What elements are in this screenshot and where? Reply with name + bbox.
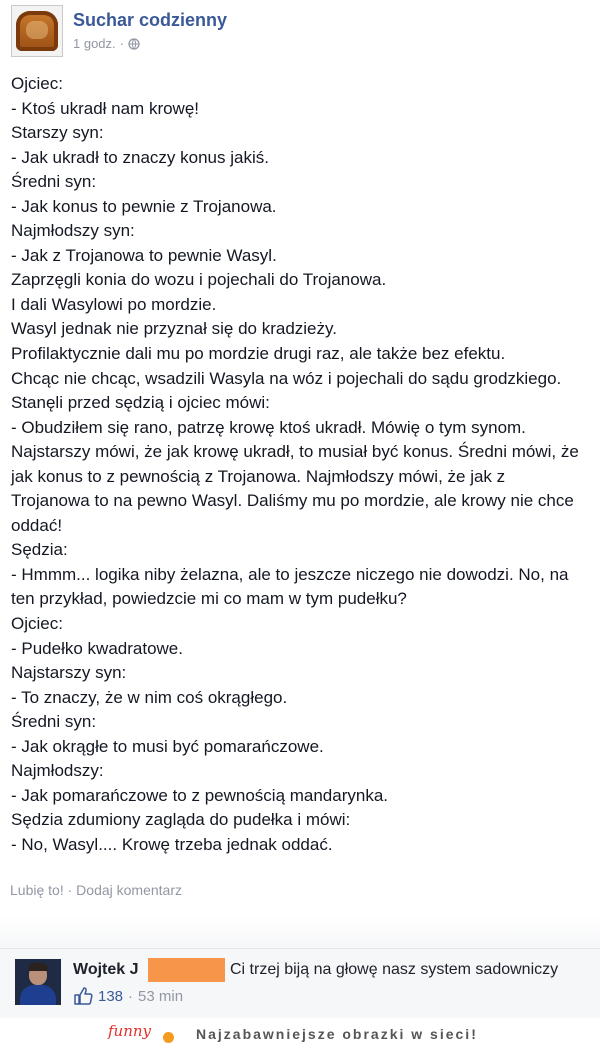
globe-icon <box>128 38 140 50</box>
post-actions <box>10 882 182 898</box>
post-line: - Jak ukradł to znaczy konus jakiś. <box>11 147 269 167</box>
thumbs-up-icon[interactable] <box>73 987 93 1005</box>
post-line: Najstarszy syn: <box>11 663 127 683</box>
post-line: - To znaczy, że w nim coś okrągłego. <box>11 687 288 707</box>
post-line: Starszy syn: <box>11 123 104 143</box>
post-line: - No, Wasyl.... Krowę trzeba jednak oddać. <box>11 834 333 854</box>
like-link[interactable]: Lubię to! <box>10 882 64 898</box>
post-line: Wasyl jednak nie przyznał się do kradzieży. <box>11 319 337 339</box>
post-line: Ojciec: <box>11 614 63 634</box>
comment <box>0 948 600 1019</box>
post-meta <box>73 36 140 51</box>
post-line: - Pudełko kwadratowe. <box>11 638 183 658</box>
post-line: Chcąc nie chcąc, wsadzili Wasyla na wóz i pojechali do sądu grodzkiego. <box>11 368 562 388</box>
toast-icon <box>16 11 58 51</box>
avatar-body <box>20 985 56 1005</box>
post-line: Średni syn: <box>11 712 97 732</box>
post-line: Ojciec: <box>11 74 63 93</box>
post-line: Sędzia zdumiony zagląda do pudełka i mówi: <box>11 810 351 830</box>
post-line: Sędzia: <box>11 540 68 560</box>
page-avatar[interactable] <box>11 5 63 57</box>
post-line: Profilaktycznie dali mu po mordzie drugi raz, ale także bez efektu. <box>11 344 506 364</box>
post-line: - Obudziłem się rano, patrzę krowę ktoś ukradł. Mówię o tym synom. <box>11 417 526 437</box>
post-line: Najmłodszy: <box>11 761 104 781</box>
comment-avatar[interactable] <box>15 959 61 1005</box>
meta-separator: · <box>119 36 124 51</box>
post-line: - Jak okrągłe to musi być pomarańczowe. <box>11 736 324 756</box>
post-line: - Hmmm... logika niby żelazna, ale to jeszcze niczego nie dowodzi. No, na <box>11 564 569 584</box>
post-line: Stanęli przed sędzią i ojciec mówi: <box>11 393 270 413</box>
comment-link[interactable]: Dodaj komentarz <box>76 882 182 898</box>
comment-text: Ci trzej biją na głowę nasz system sadowniczy <box>230 961 559 978</box>
post-line: Średni syn: <box>11 172 97 192</box>
logo-dot <box>163 1032 174 1043</box>
page-name[interactable]: Suchar codzienny <box>73 10 228 30</box>
post-line: oddać! <box>11 515 63 535</box>
post-line: Najstarszy mówi, że jak krowę ukradł, to musiał być konus. Średni mówi, że <box>11 442 579 462</box>
post-line: - Ktoś ukradł nam krowę! <box>11 98 200 118</box>
comment-meta <box>73 987 183 1005</box>
footer <box>0 1018 600 1056</box>
post-line: - Jak pomarańczowe to z pewnością mandarynka. <box>11 785 389 805</box>
comment-time[interactable]: 53 min <box>138 987 184 1005</box>
section-gap <box>0 915 600 950</box>
post-line: ten przykład, powiedzcie mi co mam w tym pudełku? <box>11 589 407 609</box>
actions-separator: · <box>67 882 77 898</box>
post-line: jak konus to z pewnością z Trojanowa. Najmłodszy mówi, że jak z <box>11 466 506 486</box>
post-line: Najmłodszy syn: <box>11 221 135 241</box>
post-line: Trojanowa to na pewno Wasyl. Daliśmy mu po mordzie, ale krowy nie chce <box>11 491 574 511</box>
post-line: I dali Wasylowi po mordzie. <box>11 294 217 314</box>
post-line: - Jak z Trojanowa to pewnie Wasyl. <box>11 245 277 265</box>
site-logo: funny <box>108 1022 152 1040</box>
comment-meta-separator: · <box>128 987 134 1005</box>
comment-author[interactable]: Wojtek J <box>73 961 139 978</box>
footer-tagline: Najzabawniejsze obrazki w sieci! <box>196 1026 478 1042</box>
redaction-block <box>148 958 225 982</box>
comment-like-count[interactable]: 138 <box>98 987 124 1005</box>
post-text <box>11 72 600 858</box>
post-line: - Jak konus to pewnie z Trojanowa. <box>11 196 277 216</box>
post-time[interactable]: 1 godz. <box>73 36 116 51</box>
post-line: Zaprzęgli konia do wozu i pojechali do Trojanowa. <box>11 270 387 290</box>
avatar-hair <box>28 963 48 971</box>
